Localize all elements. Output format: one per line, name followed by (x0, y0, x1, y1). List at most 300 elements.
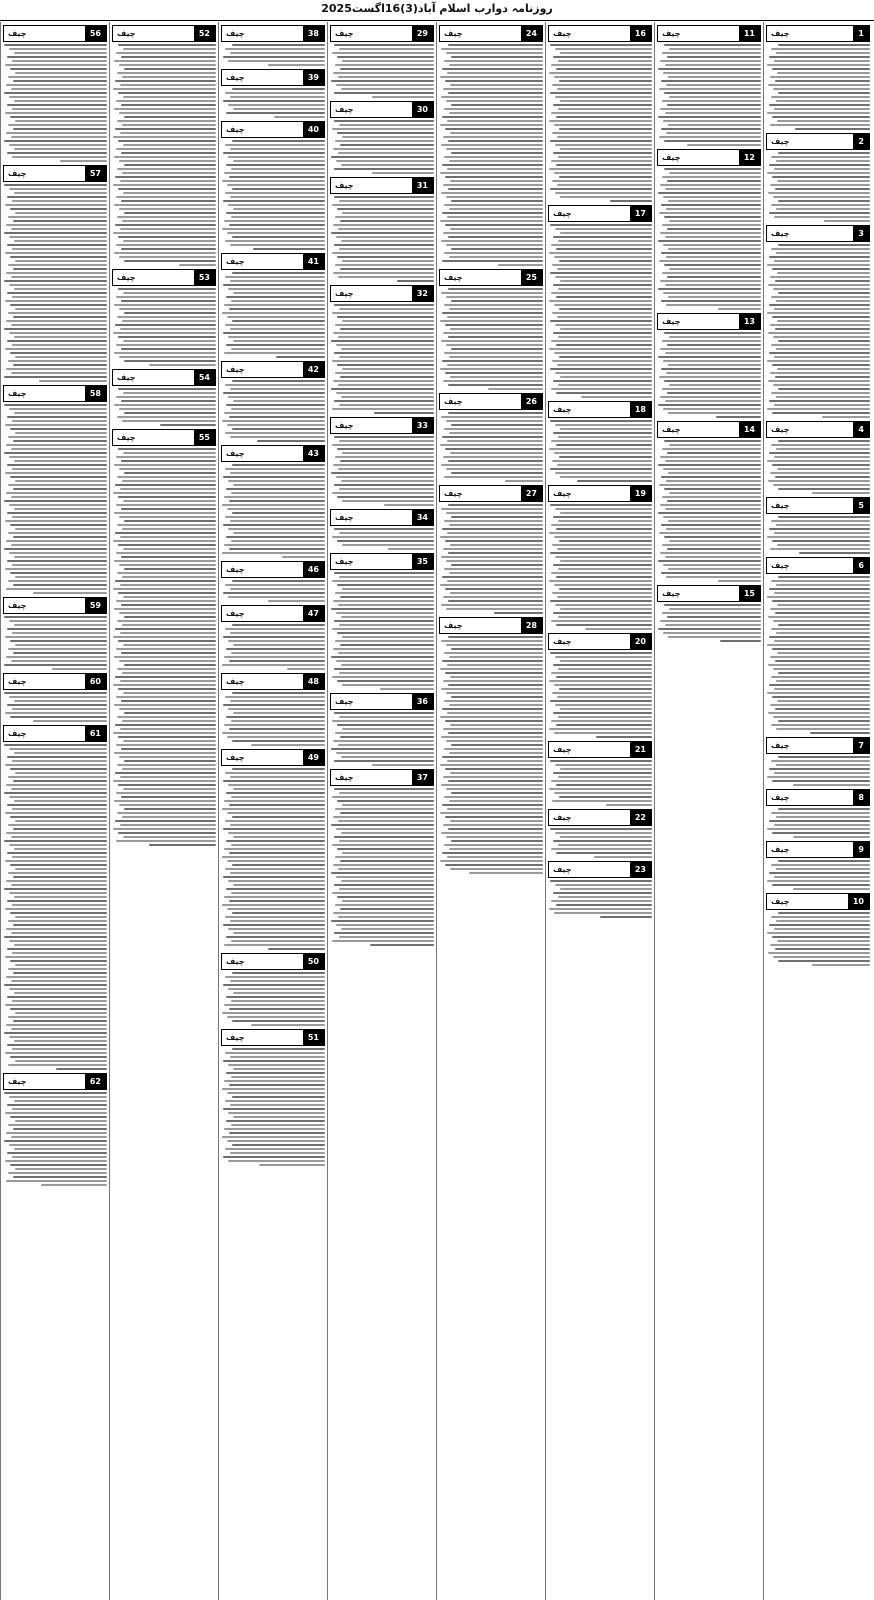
item-label: چیف (117, 273, 136, 282)
text-line (441, 556, 543, 558)
text-line (659, 484, 761, 486)
text-line (556, 444, 652, 446)
text-line (7, 1152, 107, 1154)
text-line (341, 832, 434, 834)
text-line (444, 748, 543, 750)
text-line (559, 356, 652, 358)
text-line (558, 844, 652, 846)
text-line (124, 616, 216, 618)
text-line (446, 420, 543, 422)
text-line (372, 96, 434, 98)
text-line (505, 480, 543, 482)
text-line (122, 816, 216, 818)
text-line (447, 168, 543, 170)
text-line (334, 884, 434, 886)
text-line (339, 248, 434, 250)
text-line (121, 748, 216, 750)
text-line (372, 172, 434, 174)
text-line (334, 304, 434, 306)
item-text-lines (548, 880, 652, 918)
text-line (9, 284, 107, 286)
text-line (233, 208, 325, 210)
text-line (600, 916, 652, 918)
text-line (659, 136, 761, 138)
text-line (447, 364, 543, 366)
classified-item (3, 1073, 107, 1186)
text-line (342, 500, 434, 502)
text-line (5, 712, 107, 714)
text-line (555, 372, 652, 374)
text-line (560, 232, 652, 234)
text-line (446, 512, 543, 514)
text-line (555, 764, 652, 766)
text-line (769, 588, 870, 590)
item-number: 61 (85, 726, 106, 741)
text-line (122, 576, 216, 578)
item-text-lines (3, 1092, 107, 1186)
item-number: 15 (739, 586, 760, 601)
text-line (10, 768, 107, 770)
text-line (658, 512, 761, 514)
text-line (331, 748, 434, 750)
text-line (441, 240, 543, 242)
classified-item (657, 149, 761, 310)
text-line (560, 280, 652, 282)
text-line (662, 496, 761, 498)
text-line (776, 300, 870, 302)
item-header (330, 177, 434, 194)
text-line (556, 784, 652, 786)
text-line (226, 164, 325, 166)
text-line (10, 1164, 107, 1166)
text-line (550, 468, 652, 470)
text-line (11, 276, 107, 278)
news-column (545, 22, 654, 1600)
text-line (552, 312, 652, 314)
text-line (340, 908, 434, 910)
item-header (548, 809, 652, 826)
classified-item (766, 789, 870, 838)
text-line (556, 116, 652, 118)
text-line (556, 904, 652, 906)
text-line (15, 528, 107, 530)
text-line (231, 844, 325, 846)
text-line (7, 464, 107, 466)
item-header (439, 485, 543, 502)
text-line (768, 332, 870, 334)
text-line (442, 660, 543, 662)
text-line (384, 504, 434, 506)
text-line (773, 196, 870, 198)
text-line (774, 216, 870, 218)
text-line (331, 608, 434, 610)
text-line (14, 1148, 107, 1150)
text-line (552, 592, 652, 594)
text-line (228, 480, 325, 482)
text-line (444, 108, 543, 110)
text-line (7, 244, 107, 246)
item-text-lines (439, 636, 543, 874)
item-label: چیف (444, 489, 463, 498)
text-line (341, 240, 434, 242)
text-line (4, 328, 107, 330)
text-line (770, 184, 870, 186)
text-line (332, 252, 434, 254)
text-line (451, 104, 543, 106)
text-line (552, 84, 652, 86)
text-line (336, 392, 434, 394)
text-line (123, 292, 216, 294)
text-line (334, 244, 434, 246)
text-line (553, 56, 652, 58)
item-label: چیف (335, 697, 354, 706)
text-line (339, 840, 434, 842)
text-line (449, 208, 543, 210)
text-line (116, 100, 216, 102)
text-line (113, 828, 216, 830)
text-line (778, 388, 870, 390)
text-line (9, 1144, 107, 1146)
text-line (120, 180, 216, 182)
text-line (658, 192, 761, 194)
text-line (122, 420, 216, 422)
text-line (661, 204, 761, 206)
text-line (549, 120, 652, 122)
text-line (444, 568, 543, 570)
text-line (7, 416, 107, 418)
text-line (331, 824, 434, 826)
text-line (550, 368, 652, 370)
classified-item (221, 749, 325, 950)
text-line (668, 412, 761, 414)
text-line (6, 1132, 107, 1134)
text-line (335, 856, 434, 858)
text-line (660, 232, 761, 234)
text-line (11, 228, 107, 230)
text-line (776, 920, 870, 922)
text-line (233, 788, 325, 790)
text-line (558, 520, 652, 522)
text-line (11, 136, 107, 138)
text-line (121, 348, 216, 350)
text-line (227, 1092, 325, 1094)
text-line (554, 912, 652, 914)
item-label: چیف (662, 317, 681, 326)
text-line (667, 228, 761, 230)
text-line (552, 132, 652, 134)
text-line (337, 680, 434, 682)
text-line (56, 1068, 107, 1070)
text-line (550, 272, 652, 274)
text-line (773, 384, 870, 386)
text-line (14, 624, 107, 626)
text-line (555, 656, 652, 658)
text-line (445, 448, 543, 450)
text-line (123, 740, 216, 742)
text-line (664, 440, 761, 442)
text-line (774, 356, 870, 358)
text-line (662, 544, 761, 546)
text-line (555, 96, 652, 98)
text-line (114, 800, 216, 802)
text-line (118, 496, 216, 498)
text-line (440, 584, 543, 586)
text-line (554, 732, 652, 734)
classified-item (766, 497, 870, 554)
item-text-lines (439, 412, 543, 482)
text-line (777, 468, 870, 470)
text-line (8, 648, 107, 650)
text-line (222, 180, 325, 182)
item-label: چیف (226, 1033, 245, 1042)
text-line (116, 456, 216, 458)
text-line (335, 732, 434, 734)
text-line (6, 492, 107, 494)
text-line (15, 772, 107, 774)
item-text-lines (657, 440, 761, 582)
text-line (118, 592, 216, 594)
text-line (557, 596, 652, 598)
text-line (123, 788, 216, 790)
text-line (251, 1024, 325, 1026)
text-line (6, 784, 107, 786)
text-line (118, 640, 216, 642)
text-line (339, 488, 434, 490)
text-line (121, 796, 216, 798)
text-line (442, 260, 543, 262)
item-header (766, 133, 870, 150)
item-label: چیف (226, 73, 245, 82)
item-number: 11 (739, 26, 760, 41)
text-line (659, 532, 761, 534)
item-label: چیف (553, 865, 572, 874)
classified-item (548, 741, 652, 806)
item-text-lines (657, 44, 761, 146)
text-line (776, 764, 870, 766)
text-line (120, 584, 216, 586)
item-text-lines (766, 576, 870, 734)
text-line (666, 528, 761, 530)
text-line (10, 640, 107, 642)
text-line (338, 820, 434, 822)
text-line (667, 180, 761, 182)
text-line (555, 604, 652, 606)
text-line (14, 556, 107, 558)
text-line (225, 240, 325, 242)
text-line (116, 244, 216, 246)
text-line (337, 896, 434, 898)
text-line (14, 700, 107, 702)
item-text-lines (548, 420, 652, 482)
text-line (440, 320, 543, 322)
text-line (775, 476, 870, 478)
text-line (332, 128, 434, 130)
text-line (332, 892, 434, 894)
item-label: چیف (335, 289, 354, 298)
text-line (776, 252, 870, 254)
text-line (554, 304, 652, 306)
text-line (596, 736, 652, 738)
text-line (229, 224, 325, 226)
text-line (117, 416, 216, 418)
text-line (768, 712, 870, 714)
text-line (555, 884, 652, 886)
text-line (778, 624, 870, 626)
text-line (446, 560, 543, 562)
item-number: 56 (85, 26, 106, 41)
text-line (13, 924, 107, 926)
item-header (766, 893, 870, 910)
item-label: چیف (8, 601, 27, 610)
text-line (118, 336, 216, 338)
text-line (123, 548, 216, 550)
item-header (548, 485, 652, 502)
text-line (11, 980, 107, 982)
text-line (13, 1128, 107, 1130)
text-line (662, 224, 761, 226)
text-line (445, 720, 543, 722)
text-line (441, 96, 543, 98)
text-line (117, 72, 216, 74)
item-text-lines (221, 140, 325, 250)
text-line (223, 924, 325, 926)
text-line (767, 264, 870, 266)
text-line (444, 252, 543, 254)
text-line (227, 812, 325, 814)
text-line (233, 108, 325, 110)
text-line (769, 56, 870, 58)
item-label: چیف (662, 29, 681, 38)
item-label: چیف (117, 373, 136, 382)
text-line (767, 596, 870, 598)
text-line (14, 412, 107, 414)
item-header (112, 269, 216, 286)
text-line (768, 480, 870, 482)
text-line (233, 836, 325, 838)
text-line (114, 304, 216, 306)
text-line (113, 588, 216, 590)
text-line (822, 416, 870, 418)
text-line (332, 844, 434, 846)
text-line (558, 156, 652, 158)
text-line (447, 72, 543, 74)
text-line (7, 948, 107, 950)
text-line (15, 820, 107, 822)
text-line (440, 76, 543, 78)
item-label: چیف (335, 105, 354, 114)
text-line (445, 540, 543, 542)
item-header (221, 121, 325, 138)
text-line (550, 552, 652, 554)
text-line (445, 176, 543, 178)
text-line (666, 208, 761, 210)
item-label: چیف (8, 169, 27, 178)
text-line (450, 180, 543, 182)
classified-item (330, 285, 434, 414)
classified-item (439, 485, 543, 614)
text-line (11, 372, 107, 374)
text-line (4, 232, 107, 234)
text-line (769, 304, 870, 306)
text-line (559, 688, 652, 690)
item-label: چیف (226, 609, 245, 618)
text-line (340, 644, 434, 646)
text-line (666, 480, 761, 482)
text-line (767, 460, 870, 462)
text-line (776, 868, 870, 870)
text-line (14, 100, 107, 102)
text-line (549, 168, 652, 170)
text-line (550, 828, 652, 830)
text-line (336, 660, 434, 662)
text-line (228, 204, 325, 206)
text-line (7, 560, 107, 562)
text-line (769, 924, 870, 926)
text-line (554, 172, 652, 174)
text-line (230, 52, 325, 54)
text-line (15, 120, 107, 122)
text-line (9, 1096, 107, 1098)
text-line (554, 536, 652, 538)
text-line (338, 336, 434, 338)
text-line (12, 564, 107, 566)
text-line (5, 764, 107, 766)
text-line (549, 448, 652, 450)
text-line (9, 188, 107, 190)
classified-item (3, 673, 107, 722)
text-line (669, 172, 761, 174)
text-line (450, 328, 543, 330)
text-line (115, 820, 216, 822)
text-line (225, 516, 325, 518)
text-line (332, 52, 434, 54)
text-line (658, 464, 761, 466)
text-line (119, 408, 216, 410)
text-line (118, 236, 216, 238)
text-line (227, 860, 325, 862)
text-line (332, 796, 434, 798)
text-line (253, 248, 325, 250)
text-line (334, 484, 434, 486)
text-line (669, 96, 761, 98)
text-line (4, 1032, 107, 1034)
item-header (3, 165, 107, 182)
text-line (340, 376, 434, 378)
text-line (440, 172, 543, 174)
text-line (13, 652, 107, 654)
classified-item (3, 25, 107, 162)
text-line (232, 1048, 325, 1050)
text-line (122, 220, 216, 222)
text-line (5, 812, 107, 814)
item-header (221, 361, 325, 378)
text-line (334, 44, 434, 46)
text-line (664, 44, 761, 46)
text-line (232, 912, 325, 914)
text-line (232, 272, 325, 274)
classified-item (221, 121, 325, 250)
text-line (332, 444, 434, 446)
text-line (336, 876, 434, 878)
text-line (331, 388, 434, 390)
text-line (446, 740, 543, 742)
text-line (124, 712, 216, 714)
text-line (10, 352, 107, 354)
text-line (8, 124, 107, 126)
text-line (550, 652, 652, 654)
text-line (225, 916, 325, 918)
text-line (772, 780, 870, 782)
